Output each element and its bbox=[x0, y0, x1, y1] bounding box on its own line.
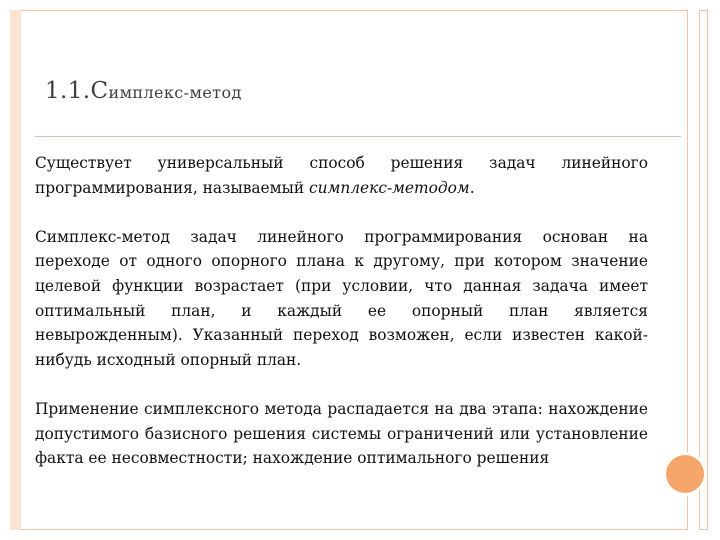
paragraph-1 bbox=[35, 151, 648, 200]
title-rest: имплекс-метод bbox=[108, 83, 242, 102]
slide-title bbox=[45, 78, 242, 104]
left-decorative-bar bbox=[10, 10, 21, 530]
title-number: 1.1. bbox=[45, 78, 91, 104]
right-decorative-bar bbox=[687, 10, 700, 530]
accent-circle bbox=[666, 455, 704, 493]
title-divider bbox=[35, 136, 681, 137]
paragraph-1-emphasis: симплекс-методом bbox=[309, 178, 470, 197]
paragraph-1-end: . bbox=[469, 178, 475, 197]
paragraph-1-text: Существует универсальный способ решения задач линейного программирования, называемый bbox=[35, 154, 648, 197]
slide-body bbox=[35, 151, 648, 471]
paragraph-2: Симплекс-метод задач линейного программирования основан на переходе от одного опорного плана к другому, при котором значение целевой функции возрастает (при условии, что данная задача имеет оптимальный план, и каждый ее опорный план является невырожденным). Указанный переход возможен, если известен какой-нибудь исходный опорный план. bbox=[35, 227, 648, 369]
title-initial: С bbox=[90, 78, 109, 104]
paragraph-3: Применение симплексного метода распадается на два этапа: нахождение допустимого базисного решения системы ограничений или установление факта ее несовместности; нахождение оптимального решения bbox=[35, 399, 648, 468]
